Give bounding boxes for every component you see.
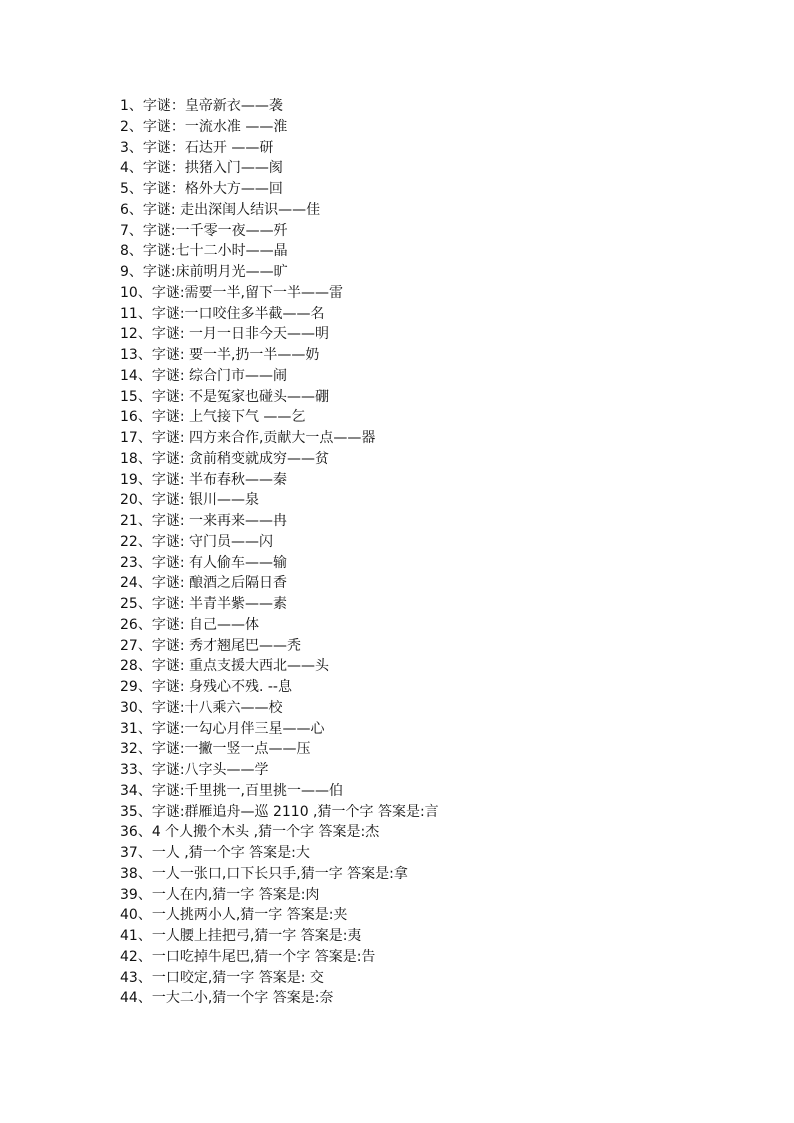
riddle-line: 34、字谜:千里挑一,百里挑一——伯 xyxy=(120,782,343,799)
riddle-line: 29、字谜: 身残心不残. --息 xyxy=(120,679,292,695)
riddle-line: 28、字谜: 重点支援大西北——头 xyxy=(120,658,329,675)
riddle-line: 37、一人 ,猜一个字 答案是:大 xyxy=(120,845,310,861)
riddle-line: 10、字谜:需要一半,留下一半——雷 xyxy=(120,284,343,301)
riddle-line: 8、字谜:七十二小时——晶 xyxy=(120,243,288,260)
riddle-line: 23、字谜: 有人偷车——输 xyxy=(120,554,287,571)
riddle-line: 40、一人挑两小人,猜一字 答案是:夹 xyxy=(120,907,348,924)
riddle-line: 25、字谜: 半青半紫——素 xyxy=(120,596,287,612)
riddle-line: 39、一人在内,猜一字 答案是:肉 xyxy=(120,886,320,903)
riddle-line: 7、字谜:一千零一夜——歼 xyxy=(120,222,288,239)
riddle-line: 12、字谜: 一月一日非今天——明 xyxy=(120,326,329,343)
riddle-line: 15、字谜: 不是冤家也碰头——硼 xyxy=(120,388,329,405)
riddle-line: 9、字谜:床前明月光——旷 xyxy=(120,264,288,280)
riddle-line: 19、字谜: 半布春秋——秦 xyxy=(120,471,287,488)
riddle-line: 36、4 个人搬个木头 ,猜一个字 答案是:杰 xyxy=(120,824,380,841)
riddle-list xyxy=(120,96,439,1009)
riddle-line: 6、字谜: 走出深闺人结识——佳 xyxy=(120,201,321,218)
riddle-line: 26、字谜: 自己——体 xyxy=(120,616,259,633)
riddle-line: 35、字谜:群雁追舟—巡 2110 ,猜一个字 答案是:言 xyxy=(120,803,439,820)
riddle-line: 30、字谜:十八乘六——校 xyxy=(120,699,283,716)
riddle-line: 22、字谜: 守门员——闪 xyxy=(120,533,273,550)
riddle-line: 32、字谜:一撇一竖一点——压 xyxy=(120,741,311,758)
riddle-line: 42、一口吃掉牛尾巴,猜一个字 答案是:告 xyxy=(120,948,376,965)
riddle-line: 31、字谜:一勾心月伴三星——心 xyxy=(120,720,325,737)
riddle-line: 14、字谜: 综合门市——闹 xyxy=(120,367,287,384)
riddle-line: 27、字谜: 秀才翘尾巴——秃 xyxy=(120,637,301,654)
riddle-line: 11、字谜:一口咬住多半截——名 xyxy=(120,305,325,322)
riddle-line: 24、字谜: 酿酒之后隔日香 xyxy=(120,575,287,592)
riddle-line: 21、字谜: 一来再来——冉 xyxy=(120,513,287,529)
riddle-line: 5、字谜：格外大方——回 xyxy=(120,181,283,197)
riddle-line: 20、字谜: 银川——泉 xyxy=(120,492,259,509)
riddle-line: 16、字谜: 上气接下气 ——乞 xyxy=(120,409,306,426)
riddle-line: 33、字谜:八字头——学 xyxy=(120,762,269,778)
riddle-line: 18、字谜: 贪前稍变就成穷——贫 xyxy=(120,450,329,467)
riddle-line: 13、字谜: 要一半,扔一半——奶 xyxy=(120,347,320,363)
riddle-line: 3、字谜：石达开 ——研 xyxy=(120,139,274,156)
riddle-line: 2、字谜：一流水准 ——淮 xyxy=(120,118,288,135)
riddle-line: 17、字谜: 四方来合作,贡献大一点——器 xyxy=(120,430,376,446)
riddle-line: 41、一人腰上挂把弓,猜一字 答案是:夷 xyxy=(120,928,362,944)
riddle-line: 44、一大二小,猜一个字 答案是:奈 xyxy=(120,990,334,1007)
riddle-line: 1、字谜：皇帝新衣——袭 xyxy=(120,98,283,114)
riddle-line: 4、字谜：拱猪入门——阂 xyxy=(120,160,283,177)
riddle-line: 43、一口咬定,猜一字 答案是: 交 xyxy=(120,969,324,986)
riddle-line: 38、一人一张口,口下长只手,猜一字 答案是:拿 xyxy=(120,865,408,882)
